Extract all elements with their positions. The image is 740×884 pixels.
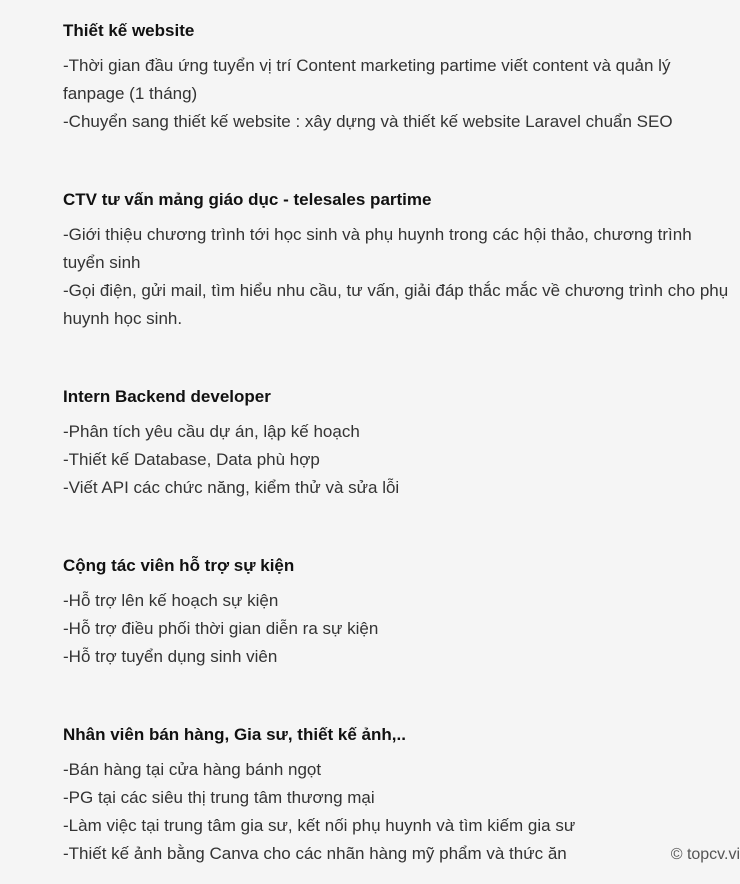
experience-section-web-design: [63, 20, 731, 136]
section-title: Thiết kế website: [63, 21, 195, 40]
experience-section-backend-intern: [63, 386, 731, 502]
section-item-list: [63, 418, 731, 502]
section-item: -Phân tích yêu cầu dự án, lập kế hoạch: [63, 422, 360, 441]
section-title: Cộng tác viên hỗ trợ sự kiện: [63, 556, 295, 575]
section-title: Nhân viên bán hàng, Gia sư, thiết kế ảnh,..: [63, 725, 406, 744]
section-item: -Hỗ trợ điều phối thời gian diễn ra sự kiện: [63, 619, 379, 638]
experience-section-education-consultant: [63, 189, 731, 333]
section-item: -Giới thiệu chương trình tới học sinh và phụ huynh trong các hội thảo, chương trình tuyển sinh: [63, 225, 692, 272]
section-item-list: [63, 756, 731, 868]
section-item: -Thiết kế ảnh bằng Canva cho các nhãn hàng mỹ phẩm và thức ăn: [63, 844, 567, 863]
section-item: -Làm việc tại trung tâm gia sư, kết nối phụ huynh và tìm kiếm gia sư: [63, 816, 576, 835]
section-title: Intern Backend developer: [63, 387, 271, 406]
section-item: -Thời gian đầu ứng tuyển vị trí Content marketing partime viết content và quản lý fanpage (1 tháng): [63, 56, 671, 103]
section-item: -Hỗ trợ tuyển dụng sinh viên: [63, 647, 278, 666]
section-item-list: [63, 221, 731, 333]
experience-section-sales-tutor-design: [63, 724, 731, 868]
topcv-watermark: © topcv.vi: [670, 846, 740, 863]
section-item: -Bán hàng tại cửa hàng bánh ngọt: [63, 760, 322, 779]
section-item: -Gọi điện, gửi mail, tìm hiểu nhu cầu, tư vấn, giải đáp thắc mắc về chương trình cho phụ huynh học sinh.: [63, 281, 729, 328]
section-item-list: [63, 52, 731, 136]
section-title: CTV tư vấn mảng giáo dục - telesales partime: [63, 190, 432, 209]
section-item: -Hỗ trợ lên kế hoạch sự kiện: [63, 591, 279, 610]
section-item: -Thiết kế Database, Data phù hợp: [63, 450, 320, 469]
experience-section-event-collaborator: [63, 555, 731, 671]
section-item: -Viết API các chức năng, kiểm thử và sửa lỗi: [63, 478, 400, 497]
section-item: -PG tại các siêu thị trung tâm thương mại: [63, 788, 375, 807]
section-item: -Chuyển sang thiết kế website : xây dựng và thiết kế website Laravel chuẩn SEO: [63, 112, 673, 131]
section-item-list: [63, 587, 731, 671]
